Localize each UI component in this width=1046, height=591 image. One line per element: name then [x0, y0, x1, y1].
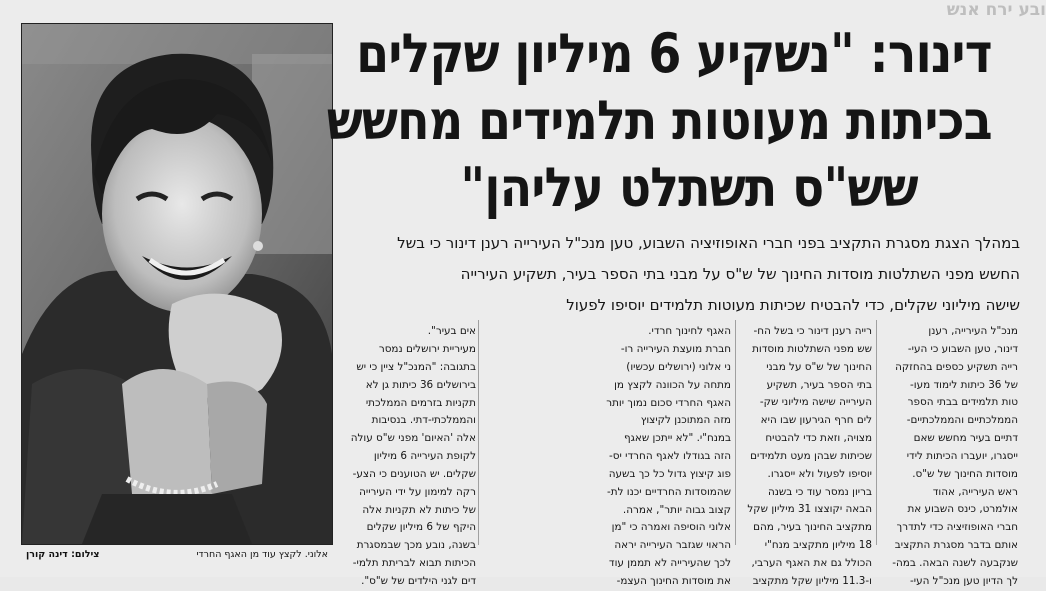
body-line: רייה תשקיע כספים בהחזקה [895, 360, 1018, 373]
body-line: לכך שהעירייה לא תממן עוד [608, 557, 731, 570]
body-line: פוג קיצוץ גדול כל כך בשעה [608, 467, 731, 480]
intro-line: החשש מפני השתלטות מוסדות החינוך של ש"ס על מבני בתי הספר בעיר, תשקיע העירייה [460, 265, 1020, 283]
headline-line: דינור: "נשקיע 6 מיליון שקלים [356, 22, 992, 85]
body-line: מתקציב החינוך בעיר, מהם [753, 521, 872, 534]
body-line: אלוני הוסיפה ואמרה כי "מן [611, 521, 731, 534]
body-line: חברת מועצת העירייה רו- [620, 343, 731, 355]
headline [326, 20, 1033, 221]
body-line: של 36 כיתות לימוד מעו- [910, 378, 1018, 391]
body-line: האגף לחינוך חרדי. [648, 325, 731, 337]
column-divider [478, 320, 479, 545]
headline-line: שש"ס תשתלט עליהן" [460, 156, 918, 219]
body-line: שכיתות שבהן מעט תלמידים [750, 449, 872, 462]
photo-caption: אלוני. לקצץ עוד מן האגף החרדי [196, 549, 328, 560]
body-line: שנקבעה לשנה הבאה. במה- [892, 556, 1018, 569]
body-line: אלה 'האיום' מפני ש"ס עולה [350, 432, 476, 445]
body-column-1 [880, 323, 1018, 591]
body-line: לקופת העירייה 6 מיליון [373, 450, 476, 463]
body-line: בתי הספר בעיר, תשקיע [766, 378, 872, 391]
body-line: במנח"י. "לא ייתכן שאגף [624, 432, 731, 445]
body-line: היקף של 6 מיליון שקלים [366, 521, 476, 534]
body-line: את מוסדות החינוך העצמ- [616, 574, 731, 587]
body-line: האגף החרדי סכום נמוך יותר [606, 396, 731, 409]
body-line: רייה רענן דינור כי בשל הח- [753, 325, 872, 337]
body-line: מוסדות החינוך של ש"ס. [912, 467, 1018, 480]
body-line: תקניות בזרמים הממלכתי [365, 396, 476, 409]
article-photo [21, 23, 333, 545]
photo-credit: צילום: דינה קורן [26, 549, 100, 560]
body-line: הראוי שגזבר העירייה יראה [614, 539, 731, 552]
portrait-illustration [22, 24, 332, 544]
body-column-3-head [597, 323, 731, 341]
body-column-2 [738, 323, 872, 591]
body-line: ו-11.3 מיליון שקל מתקציב [752, 574, 872, 587]
body-line: אותם בדבר מסגרת התקציב [894, 539, 1018, 552]
body-line: דתיים בעיר מחשש שאם [913, 432, 1018, 445]
intro-line: שישה מיליוני שקלים, כדי להבטיח שכיתות מעוטות תלמידים יוסיפו לפעול [566, 296, 1020, 314]
body-line: של כיתות לא תקניות אלה [362, 503, 476, 516]
body-line: בתגובה: "המנכ"ל ציין כי יש [356, 360, 476, 373]
body-column-4-head [344, 323, 476, 341]
bleed-through-text: ובע ירח אנש [946, 0, 1046, 20]
body-line: לך הדיון טען מנכ"ל העי- [910, 574, 1018, 587]
body-column-3 [597, 341, 731, 591]
body-line: הזה בגודלו לאגף החרדי יס- [609, 450, 731, 463]
body-line: הכיתות תבוא לבריתת תלמי- [352, 557, 476, 570]
body-line: ייסגרו, יועברו הכיתות לידי [906, 449, 1018, 462]
headline-line: בכיתות מעוטות תלמידים מחשש [326, 89, 992, 152]
body-line: העירייה שישה מיליוני שק- [759, 396, 872, 409]
body-line: לים חרף הגירעון שבו היא [760, 414, 872, 427]
body-line: שהמוסדות החרדיים יכנו לת- [607, 485, 731, 498]
body-line: חברי האופוזיציה כדי לתדרך [896, 521, 1018, 534]
body-line: הכולל גם את האגף הערבי, [751, 556, 872, 569]
body-line: דים לגני הילדים של ש"ס". [361, 574, 476, 587]
body-line: ראש העירייה, אהוד [932, 485, 1018, 498]
body-line: מעיריית ירושלים נמסר [378, 343, 476, 355]
body-line: 18 מיליון מתקציב מנח"י [764, 539, 872, 552]
body-line: אולמרט, כינס השבוע את [907, 503, 1018, 516]
body-column-4 [344, 341, 476, 591]
intro-paragraph [344, 228, 1020, 321]
body-line: בריון נמסר עוד כי בשנה [767, 485, 872, 498]
body-line: מנכ"ל העירייה, רענן [928, 325, 1018, 337]
body-line: מצויה, וזאת כדי להבטיח [765, 432, 872, 445]
body-line: אים בעיר". [427, 325, 476, 337]
body-line: ני אלוני (ירושלים עכשיו) [626, 360, 731, 373]
body-line: והממלכתי-דתי. בנסיבות [371, 414, 476, 427]
body-line: דינור, טען השבוע כי העי- [907, 342, 1018, 355]
body-line: החינוך של ש"ס על מבני [766, 360, 872, 373]
body-line: מזה המתוכנן לקיצוץ [640, 414, 731, 427]
body-line: קצוב גבוה יותר", אמרה. [622, 503, 731, 516]
body-line: רקה למימון על ידי העירייה [359, 485, 476, 498]
column-divider [735, 320, 736, 545]
body-line: יוסיפו לפעול ולא ייסגרו. [767, 467, 872, 480]
body-line: הממלכתיים והממלכתיים- [906, 414, 1018, 427]
body-line: בשנה, נובע מכך שבמסגרת [356, 539, 476, 552]
body-line: הבאה יקוצצו 31 מיליון שקל [747, 503, 872, 516]
intro-line: במהלך הצגת מסגרת התקציב בפני חברי האופוזיציה השבוע, טען מנכ"ל העירייה רענן דינור כי בשל [397, 234, 1020, 252]
body-line: בירושלים 36 כיתות גן לא [365, 378, 476, 391]
body-line: מתחה על הכוונה לקצץ מן [614, 378, 731, 391]
column-divider [876, 320, 877, 545]
body-line: שקלים. יש הטוענים כי הצע- [352, 467, 476, 480]
body-line: טות תלמידים בבתי הספר [907, 396, 1018, 409]
body-line: שש מפני השתלטות מוסדות [752, 342, 872, 355]
